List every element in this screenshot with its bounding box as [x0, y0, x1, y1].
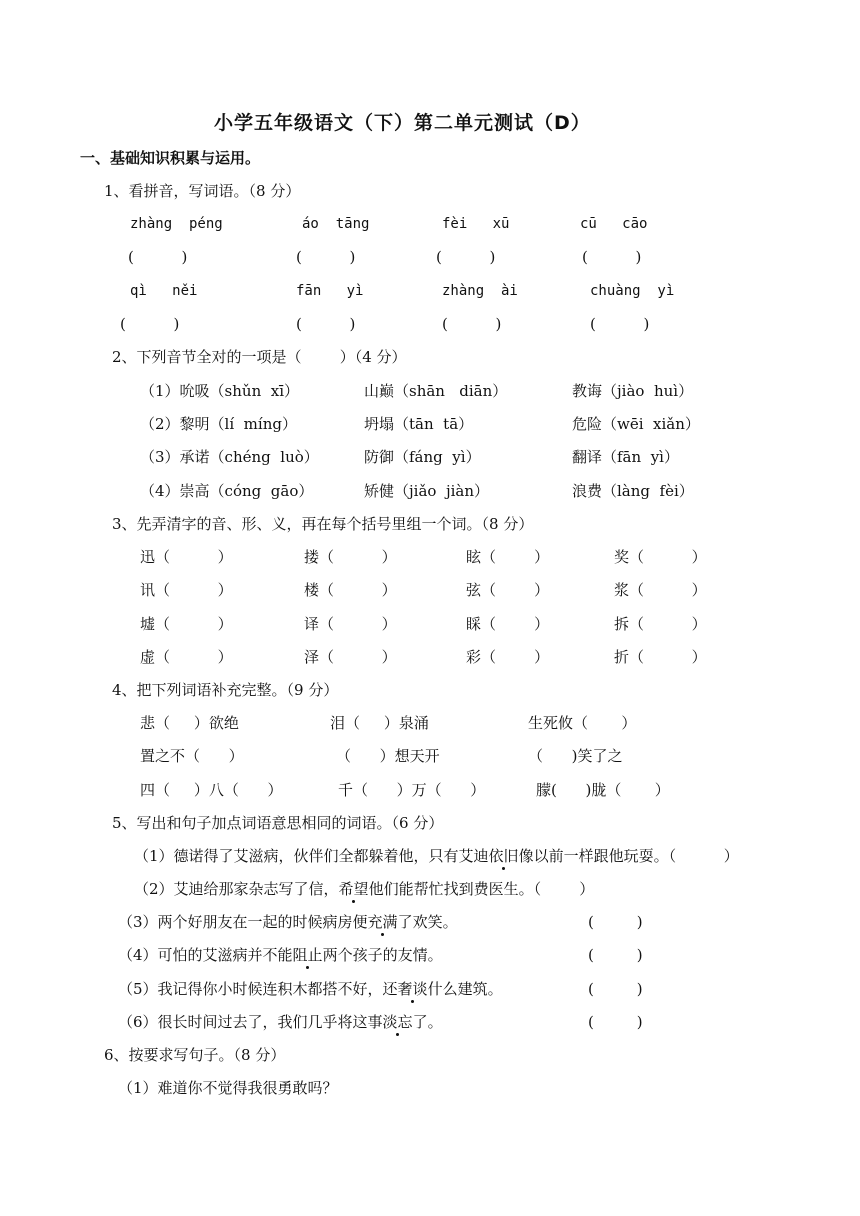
answer-blank[interactable]: ( ) — [588, 980, 643, 998]
char-item[interactable]: 虚（ ） — [140, 648, 233, 666]
question-1-heading: 1、看拼音，写词语。（8 分） — [104, 182, 301, 200]
char-item[interactable]: 迅（ ） — [140, 548, 233, 566]
sentence-item: （1）难道你不觉得我很勇敢吗？ — [118, 1079, 338, 1097]
dotted-word: 希望 — [338, 880, 369, 898]
section-heading: 一、基础知识积累与运用。 — [80, 149, 261, 167]
answer-blank[interactable]: ( ) — [588, 1013, 643, 1031]
option-item: （2）黎明（lí míng） — [140, 415, 297, 433]
option-item: （4）崇高（cóng gāo） — [140, 482, 314, 500]
option-item: （3）承诺（chéng luò） — [140, 448, 319, 466]
idiom-item[interactable]: 悲（ ）欲绝 — [140, 714, 239, 732]
char-item[interactable]: 讯（ ） — [140, 581, 233, 599]
pinyin-item: fèi xū — [442, 216, 510, 232]
char-item[interactable]: 泽（ ） — [304, 648, 397, 666]
idiom-item[interactable]: 生死攸（ ） — [528, 714, 637, 732]
pinyin-item: qì něi — [130, 283, 198, 299]
pinyin-item: áo tāng — [302, 216, 370, 232]
dotted-word: 淡忘 — [382, 1013, 413, 1031]
question-6-heading: 6、按要求写句子。（8 分） — [104, 1046, 286, 1064]
sentence-item: （3）两个好朋友在一起的时候病房便充满了欢笑。 — [118, 913, 458, 931]
pinyin-item: chuàng yì — [590, 283, 675, 299]
sentence-item: （1）德诺得了艾滋病，伙伴们全都躲着他，只有艾迪依旧像以前一样跟他玩耍。（ ） — [134, 847, 739, 865]
char-item[interactable]: 浆（ ） — [614, 581, 707, 599]
option-item: 坍塌（tān tā） — [364, 415, 474, 433]
option-item: 防御（fáng yì） — [364, 448, 481, 466]
pinyin-item: zhàng ài — [442, 283, 518, 299]
answer-blank[interactable]: ( ) — [442, 315, 502, 333]
idiom-item[interactable]: 泪（ ）泉涌 — [330, 714, 429, 732]
answer-blank[interactable]: ( ) — [296, 315, 356, 333]
option-item: 矫健（jiǎo jiàn） — [364, 482, 490, 500]
answer-blank[interactable]: ( ) — [582, 248, 642, 266]
dotted-word: 奢谈 — [397, 980, 428, 998]
char-item[interactable]: 墟（ ） — [140, 615, 233, 633]
char-item[interactable]: 彩（ ） — [466, 648, 550, 666]
pinyin-item: cū cāo — [580, 216, 648, 232]
answer-blank[interactable]: ( ) — [128, 248, 188, 266]
question-5-heading: 5、写出和句子加点词语意思相同的词语。（6 分） — [112, 814, 444, 832]
sentence-item: （6）很长时间过去了，我们几乎将这事淡忘了。 — [118, 1013, 443, 1031]
answer-blank[interactable]: ( ) — [120, 315, 180, 333]
sentence-item: （4）可怕的艾滋病并不能阻止两个孩子的友情。 — [118, 946, 443, 964]
idiom-item[interactable]: 千（ ）万（ ） — [338, 781, 486, 799]
option-item: 危险（wēi xiǎn） — [572, 415, 700, 433]
sentence-item: （5）我记得你小时候连积木都搭不好，还奢谈什么建筑。 — [118, 980, 503, 998]
answer-blank[interactable]: ( ) — [588, 913, 643, 931]
option-item: （1）吮吸（shǔn xī） — [140, 382, 300, 400]
char-item[interactable]: 睬（ ） — [466, 615, 550, 633]
char-item[interactable]: 译（ ） — [304, 615, 397, 633]
char-item[interactable]: 拆（ ） — [614, 615, 707, 633]
char-item[interactable]: 折（ ） — [614, 648, 707, 666]
idiom-item[interactable]: 朦( )胧（ ） — [536, 781, 670, 799]
answer-blank[interactable]: ( ) — [590, 315, 650, 333]
option-item: 教诲（jiào huì） — [572, 382, 694, 400]
idiom-item[interactable]: （ ）想天开 — [336, 747, 440, 765]
question-2-heading: 2、下列音节全对的一项是（ ）（4 分） — [112, 348, 407, 366]
answer-blank[interactable]: ( ) — [436, 248, 496, 266]
option-item: 翻译（fān yì） — [572, 448, 679, 466]
pinyin-item: fān yì — [296, 283, 364, 299]
sentence-item: （2）艾迪给那家杂志写了信，希望他们能帮忙找到费医生。（ ） — [134, 880, 595, 898]
char-item[interactable]: 弦（ ） — [466, 581, 550, 599]
option-item: 山巅（shān diān） — [364, 382, 508, 400]
dotted-word: 依旧 — [488, 847, 519, 865]
dotted-word: 充满 — [367, 913, 398, 931]
page-title: 小学五年级语文（下）第二单元测试（D） — [214, 112, 591, 134]
option-item: 浪费（làng fèi） — [572, 482, 694, 500]
question-3-heading: 3、先弄清字的音、形、义，再在每个括号里组一个词。（8 分） — [112, 515, 534, 533]
answer-blank[interactable]: ( ) — [588, 946, 643, 964]
pinyin-item: zhàng péng — [130, 216, 223, 232]
idiom-item[interactable]: 置之不（ ） — [140, 747, 244, 765]
idiom-item[interactable]: （ )笑了之 — [528, 747, 623, 765]
question-4-heading: 4、把下列词语补充完整。（9 分） — [112, 681, 339, 699]
char-item[interactable]: 楼（ ） — [304, 581, 397, 599]
idiom-item[interactable]: 四（ ）八（ ） — [140, 781, 283, 799]
char-item[interactable]: 眩（ ） — [466, 548, 550, 566]
answer-blank[interactable]: ( ) — [296, 248, 356, 266]
dotted-word: 阻止 — [292, 946, 323, 964]
char-item[interactable]: 奖（ ） — [614, 548, 707, 566]
char-item[interactable]: 搂（ ） — [304, 548, 397, 566]
